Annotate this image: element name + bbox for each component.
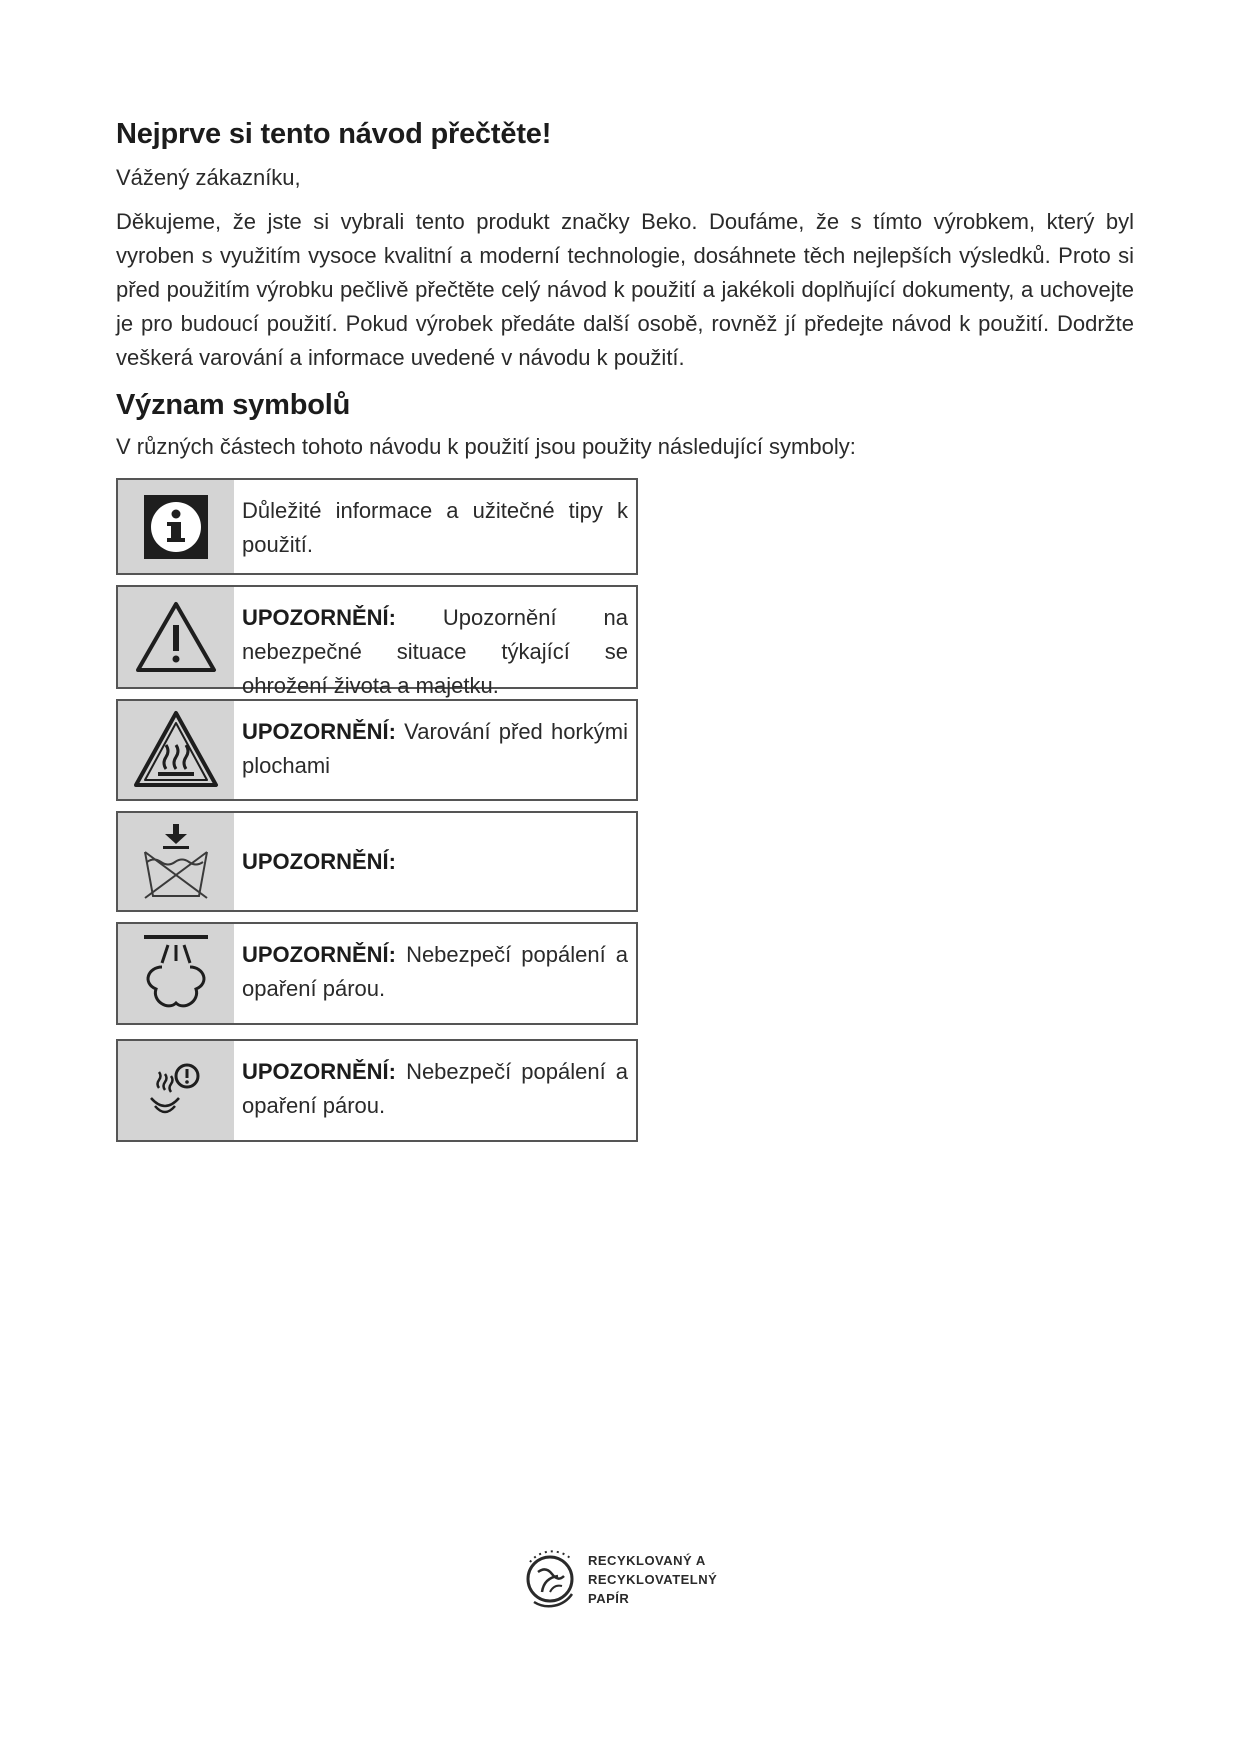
intro-paragraph: Děkujeme, že jste si vybrali tento produkt značky Beko. Doufáme, že s tímto výrobkem, který byl vyroben s využitím vysoce kvalitní a moderní technologie, dosáhnete těch nejlepších výsledků. Proto si před použitím výrobku pečlivě přečtěte celý návod k použití a jakékoli doplňující dokumenty, a uchovejte je pro budoucí použití. Pokud výrobek předáte další osobě, rovněž jí předejte návod k použití. Dodržte veškerá varování a informace uvedené v návodu k použití. (116, 209, 1134, 370)
symbol-text (234, 480, 636, 573)
symbol-row-info (116, 478, 638, 575)
symbol-text (234, 1041, 636, 1140)
symbol-label: UPOZORNĚNÍ: (242, 942, 396, 967)
symbol-row-warning (116, 585, 638, 698)
recycled-paper-logo (520, 1548, 717, 1610)
symbol-row-hot-surface (116, 699, 638, 801)
recycled-paper-text (588, 1551, 717, 1608)
symbol-label: UPOZORNĚNÍ: (242, 719, 396, 744)
symbols-heading: Význam symbolů (116, 389, 351, 421)
symbol-description: Upozornění na nebezpečné situace týkající se ohrožení života a majetku. (242, 605, 628, 698)
steam-hazard-icon (118, 924, 234, 1023)
greeting: Vážený zákazníku, (116, 165, 301, 190)
symbol-label: UPOZORNĚNÍ: (242, 1059, 396, 1084)
symbol-row-steam (116, 922, 638, 1025)
symbol-text (234, 587, 636, 698)
page-title: Nejprve si tento návod přečtěte! (116, 118, 552, 150)
symbols-intro: V různých částech tohoto návodu k použití jsou použity následující symboly: (116, 434, 856, 459)
symbol-description: Důležité informace a užitečné tipy k použití. (242, 498, 628, 557)
hot-steam-warning-icon (118, 1041, 234, 1140)
symbol-description: Nebezpečí popálení a opaření párou. (242, 942, 628, 1001)
no-wash-icon (118, 813, 234, 910)
footer-line-2: RECYKLOVATELNÝ (588, 1571, 718, 1587)
footer-line-1: RECYKLOVANÝ A (588, 1552, 706, 1568)
recycle-globe-icon (520, 1548, 580, 1610)
symbol-text (234, 813, 636, 910)
symbol-label: UPOZORNĚNÍ: (242, 605, 396, 630)
hot-surface-icon (118, 701, 234, 799)
symbol-row-hot-steam (116, 1039, 638, 1142)
footer-line-3: PAPÍR (588, 1590, 630, 1606)
info-icon (118, 480, 234, 573)
symbol-text (234, 701, 636, 799)
page-content (116, 118, 1134, 1152)
symbols-table (116, 478, 638, 1142)
symbol-label: UPOZORNĚNÍ: (242, 848, 396, 874)
warning-triangle-icon (118, 587, 234, 687)
symbol-description: Nebezpečí popálení a opaření párou. (242, 1059, 628, 1118)
symbol-text (234, 924, 636, 1023)
symbol-description: Varování před horkými plochami (242, 719, 628, 778)
symbol-row-no-wash (116, 811, 638, 912)
